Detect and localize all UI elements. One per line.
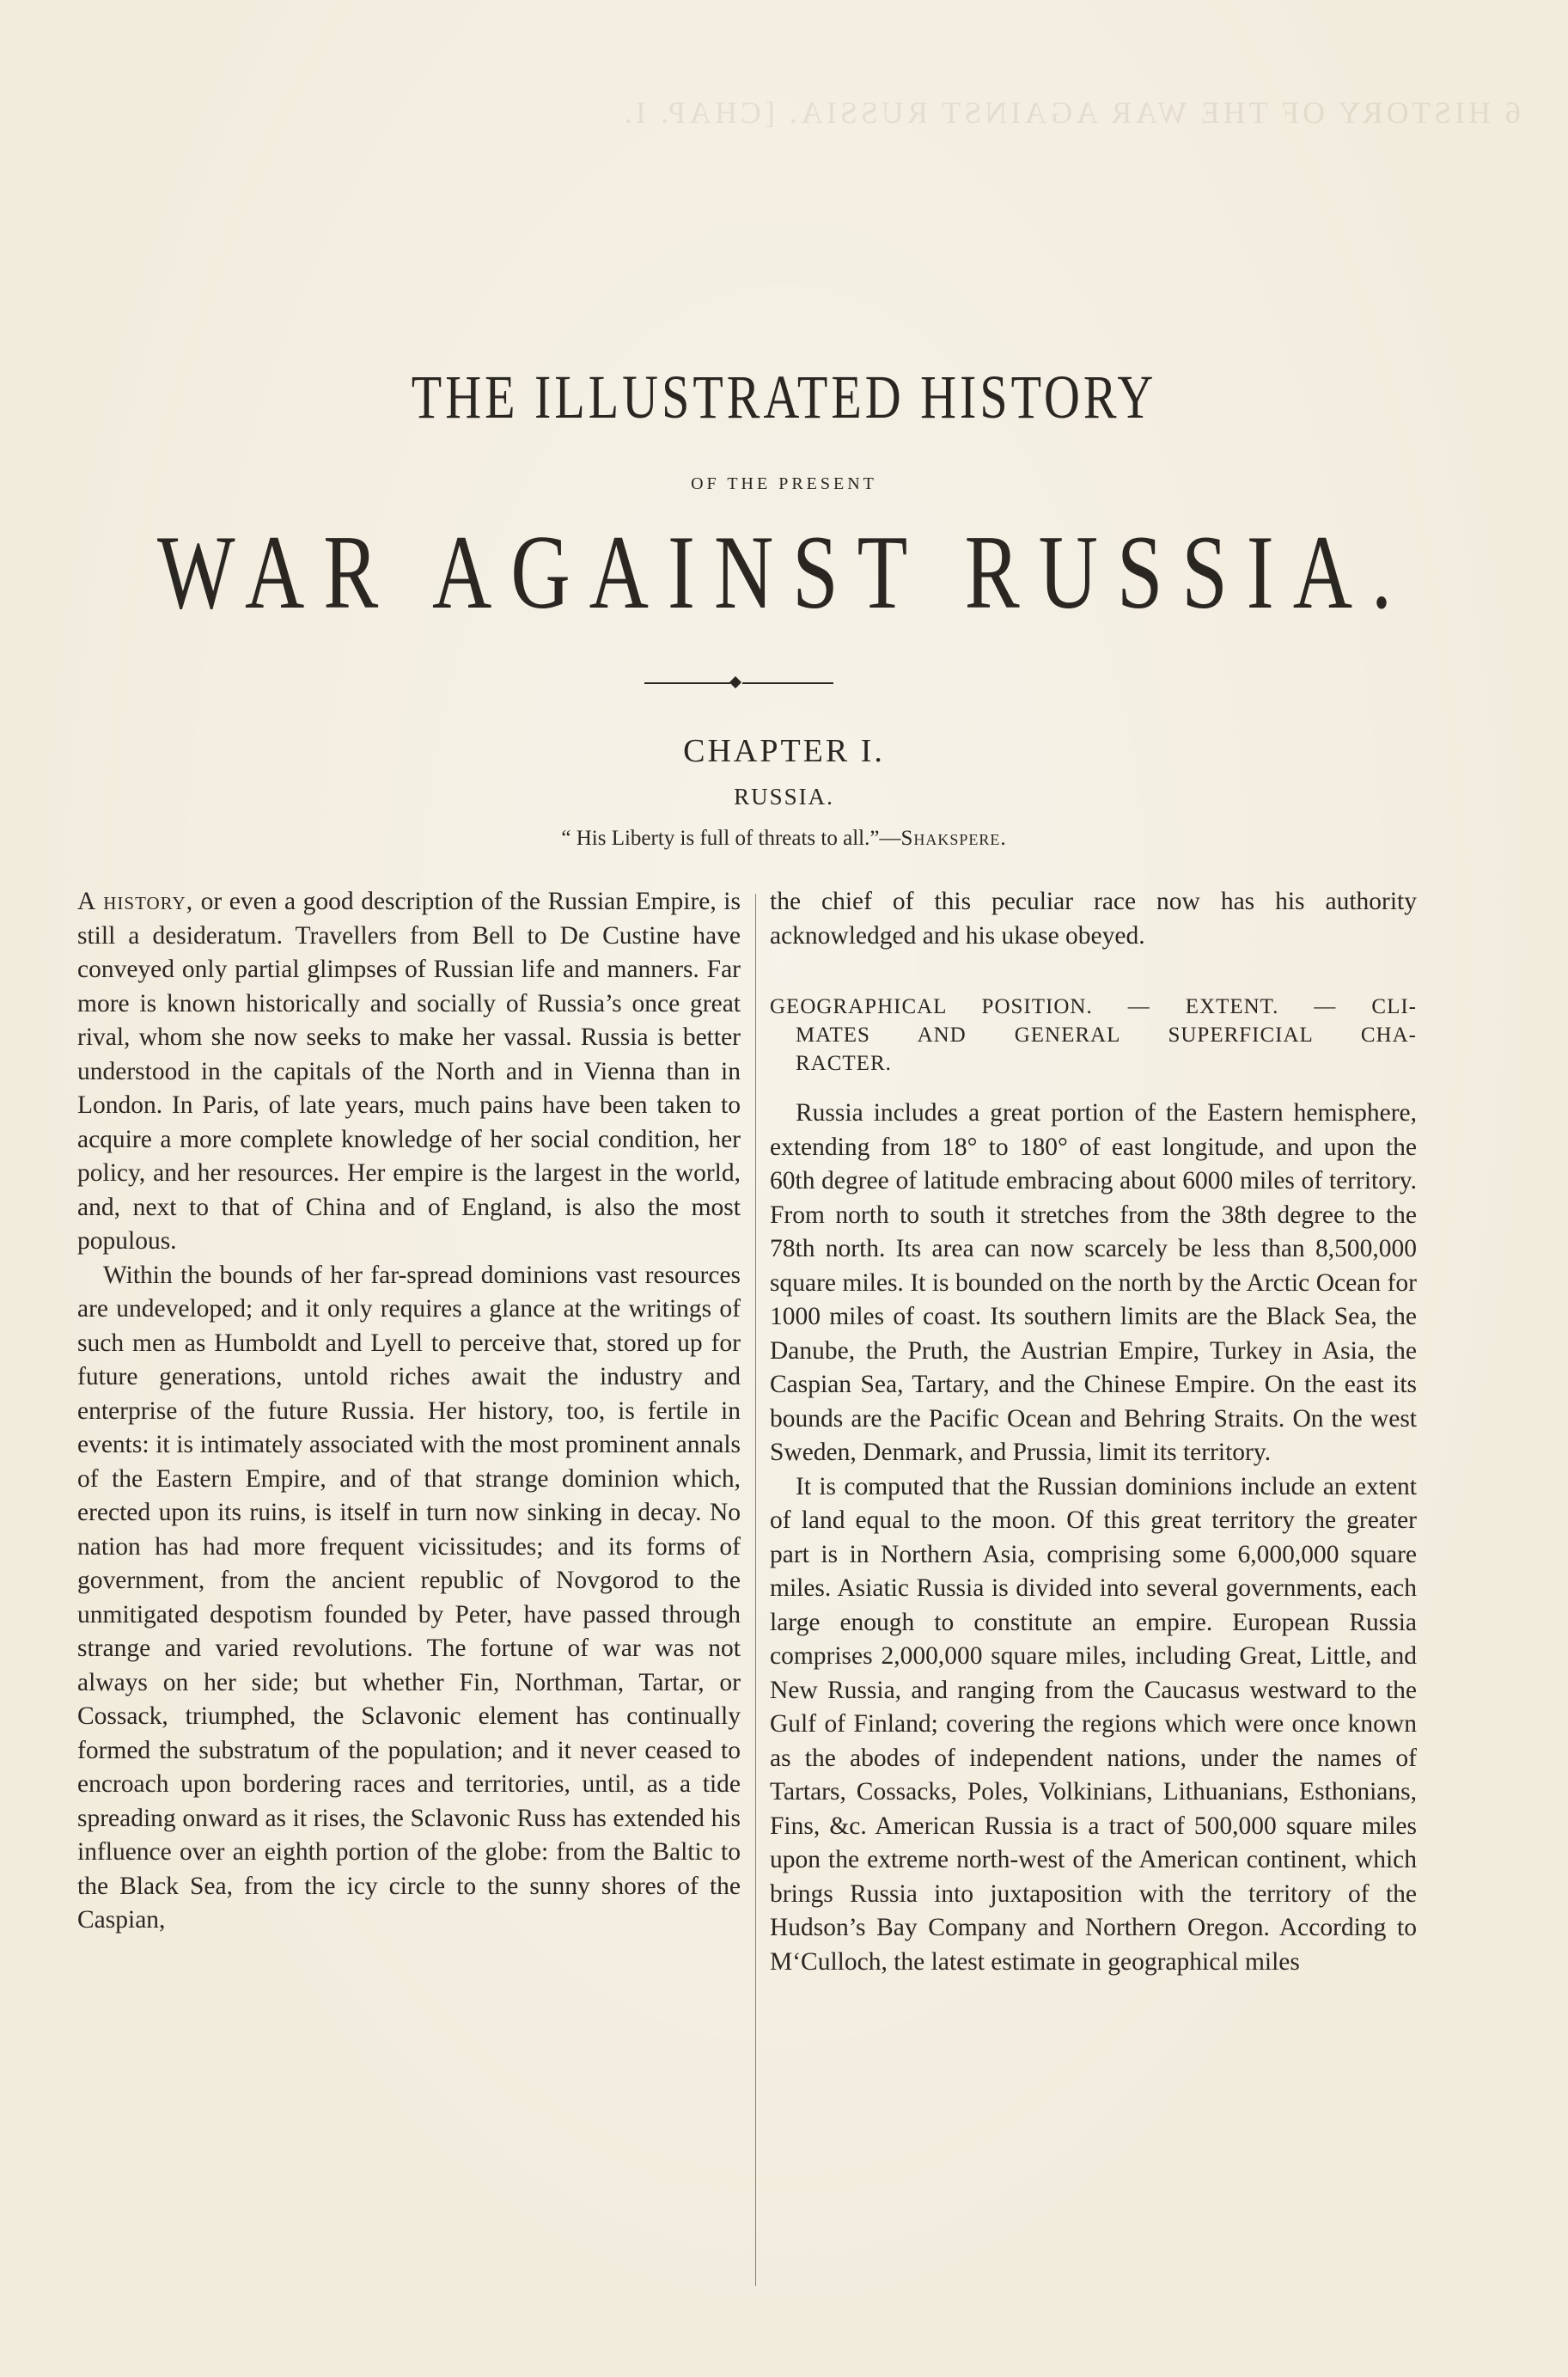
- epigraph-quote: “ His Liberty is full of threats to all.”—: [561, 827, 901, 850]
- column-divider: [755, 894, 756, 2286]
- left-column: [77, 885, 741, 1938]
- left-paragraph-1-text: or even a good description of the Russian Empire, is still a desideratum. Travellers from Bell to De Custine have conveyed only partial glimpses of Russian life and manners. Far more is known historically and socially of Russia’s once great rival, whom she now seeks to make her vassal. Russia is better understood in the capitals of the North and in Vienna than in London. In Paris, of late years, much pains have been taken to acquire a more complete knowledge of her social condition, her policy, and her resources. Her empire is the largest in the world, and, next to that of China and of England, is also the most populous.: [77, 888, 741, 1255]
- title-line-3: WAR AGAINST RUSSIA.: [156, 512, 1412, 631]
- section-heading-line-2: MATES AND GENERAL SUPERFICIAL CHA-: [796, 1024, 1417, 1047]
- lead-word: A history,: [77, 888, 194, 915]
- diamond-ornament-icon: [729, 676, 741, 688]
- right-column: [770, 885, 1417, 1979]
- bleed-through-text: 6 HISTORY OF THE WAR AGAINST RUSSIA. [CHAP. I.: [620, 95, 1521, 130]
- right-continuation: the chief of this peculiar race now has his authority acknowledged and his ukase obeyed.: [770, 888, 1417, 950]
- ornamental-rule: [644, 677, 833, 689]
- chapter-heading: CHAPTER I.: [683, 733, 885, 769]
- epigraph: [0, 827, 1568, 851]
- epigraph-author: Shakspere.: [900, 827, 1007, 850]
- rule-left: [644, 682, 730, 684]
- left-paragraph-2: Within the bounds of her far-spread dominions vast resources are undeveloped; and it only requires a glance at the writings of such men as Humboldt and Lyell to perceive that, stored up for future generations, untold riches await the industry and enterprise of the future Russia. Her history, too, is fertile in events: it is intimately associated with the most prominent annals of the Eastern Empire, and of that strange dominion which, erected upon its ruins, is itself in turn now sinking in decay. No nation has had more frequent vicissitudes; and its forms of government, from the ancient republic of Novgorod to the unmitigated despotism founded by Peter, have passed through strange and varied revolutions. The fortune of war was not always on her side; but whether Fin, Northman, Tartar, or Cossack, triumphed, the Sclavonic element has continually formed the substratum of the population; and it never ceased to encroach upon bordering races and territories, until, as a tide spreading onward as it rises, the Sclavonic Russ has extended his influence over an eighth portion of the globe: from the Baltic to the Black Sea, from the icy circle to the sunny shores of the Caspian,: [77, 1261, 741, 1934]
- section-heading-line-1: GEOGRAPHICAL POSITION. — EXTENT. — CLI-: [770, 995, 1417, 1018]
- right-paragraph-2: It is computed that the Russian dominions include an extent of land equal to the moon. Of this great territory the greater part is in Northern Asia, comprising some 6,000,000 square miles. Asiatic Russia is divided into several governments, each large enough to constitute an empire. European Russia comprises 2,000,000 square miles, including Great, Little, and New Russia, and ranging from the Caucasus westward to the Gulf of Finland; covering the regions which were once known as the abodes of independent nations, under the names of Tartars, Cossacks, Poles, Volkinians, Lithuanians, Esthonians, Fins, &c. American Russia is a tract of 500,000 square miles upon the extreme north-west of the American continent, which brings Russia into juxtaposition with the territory of the Hudson’s Bay Company and Northern Oregon. According to M‘Culloch, the latest estimate in geographical miles: [770, 1472, 1417, 1976]
- rule-right: [742, 682, 833, 684]
- title-line-2: OF THE PRESENT: [691, 474, 877, 493]
- left-paragraph-1: [77, 885, 741, 1259]
- chapter-subject: RUSSIA.: [734, 784, 834, 810]
- right-paragraph-1: Russia includes a great portion of the Eastern hemisphere, extending from 18° to 180° of east longitude, and upon the 60th degree of latitude embracing about 6000 miles of territory. From north to south it stretches from the 38th degree to the 78th north. Its area can now scarcely be less than 8,500,000 square miles. It is bounded on the north by the Arctic Ocean for 1000 miles of coast. Its southern limits are the Black Sea, the Danube, the Pruth, the Austrian Empire, Turkey in Asia, the Caspian Sea, Tartary, and the Chinese Empire. On the east its bounds are the Pacific Ocean and Behring Straits. On the west Sweden, Denmark, and Prussia, limit its territory.: [770, 1099, 1417, 1466]
- section-heading: [770, 993, 1417, 1078]
- section-heading-line-3: RACTER.: [796, 1052, 892, 1075]
- title-line-1: THE ILLUSTRATED HISTORY: [411, 361, 1157, 432]
